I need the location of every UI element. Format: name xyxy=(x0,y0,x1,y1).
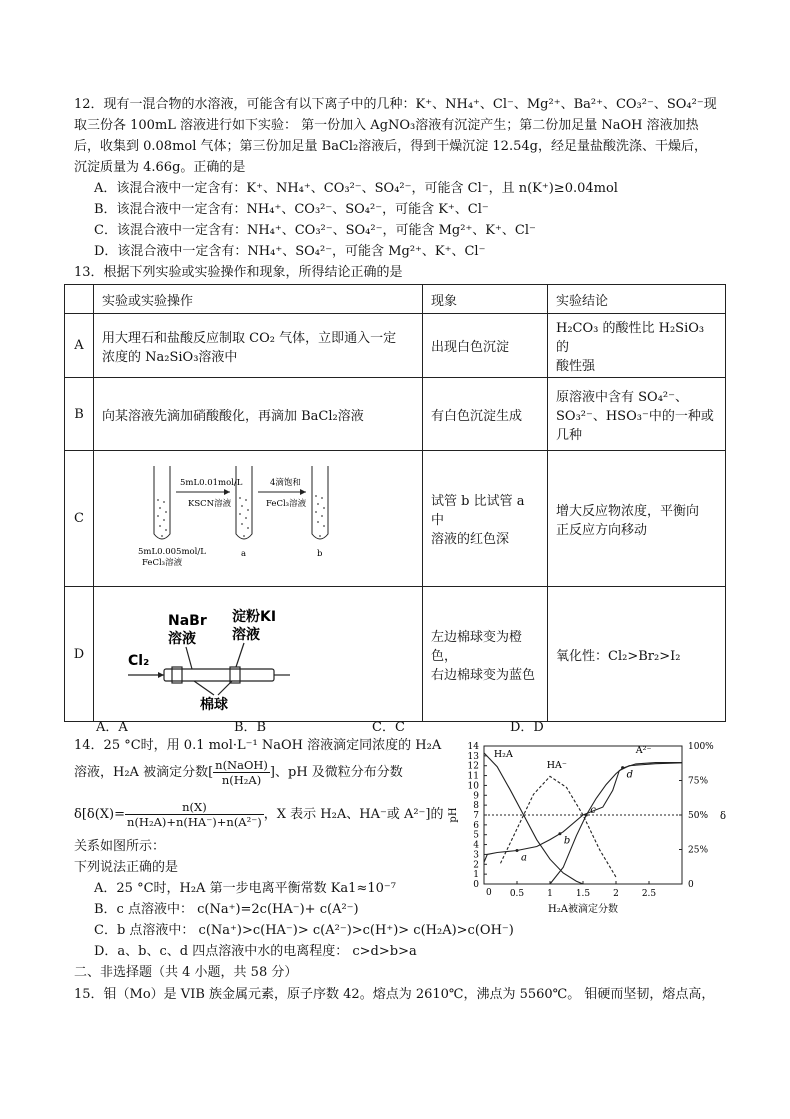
section-heading: 二、非选择题（共 4 小题，共 58 分） xyxy=(74,965,298,980)
phenomenon-cell: 出现白色沉淀 xyxy=(423,314,548,378)
tube-b-label: b xyxy=(317,548,323,559)
q12-option-d: D．该混合液中一定含有：NH₄⁺、SO₄²⁻，可能含 Mg²⁺、K⁺、Cl⁻ xyxy=(94,244,486,259)
q14-option-b: B．c 点溶液中： c(Na⁺)=2c(HA⁻)+ c(A²⁻) xyxy=(94,902,359,917)
x-tick-label: 0 xyxy=(486,888,492,898)
experiment-table xyxy=(64,284,726,722)
point-c xyxy=(585,814,588,817)
q15-line1: 15．钼（Mo）是 VIB 族金属元素，原子序数 42。熔点为 2610℃，沸点为 5560℃。 钼硬而坚韧，熔点高， xyxy=(74,987,715,1002)
conclusion-text: 酸性强 xyxy=(556,359,596,374)
y-left-tick-label: 5 xyxy=(473,830,479,841)
fraction-denominator: n(H₂A)+n(HA⁻)+n(A²⁻) xyxy=(127,815,262,829)
y-left-axis-label: pH xyxy=(448,807,459,823)
y-right-tick-label: 100% xyxy=(688,742,714,752)
operation-cell xyxy=(94,451,423,587)
y-left-tick-label: 14 xyxy=(467,742,479,752)
q14-text: ，X 表示 H₂A、HA⁻或 A²⁻]的 xyxy=(263,807,444,822)
tube-a-label: a xyxy=(241,548,247,559)
y-left-tick-label: 4 xyxy=(473,840,479,851)
conclusion-text: SO₃²⁻、HSO₃⁻中的一种或 xyxy=(556,408,714,424)
x-tick-label: 1.5 xyxy=(575,889,591,899)
operation-cell: 向某溶液先滴加硝酸酸化，再滴加 BaCl₂溶液 xyxy=(94,378,423,451)
ki-label-line1: 淀粉KI xyxy=(232,609,277,625)
row-label: D xyxy=(65,587,94,722)
y-left-tick-label: 7 xyxy=(473,811,479,821)
tube1-label-line1: 5mL0.005mol/L xyxy=(138,546,206,557)
row-label: A xyxy=(65,314,94,378)
y-left-tick-label: 8 xyxy=(473,801,479,812)
test-tube-1 xyxy=(154,466,170,539)
conclusion-text: 增大反应物浓度，平衡向 xyxy=(556,503,700,519)
q14-line2 xyxy=(74,758,403,787)
y-left-tick-label: 9 xyxy=(473,791,479,802)
x-tick-label: 1 xyxy=(547,889,553,899)
phenomenon-text: 溶液的红色深 xyxy=(431,532,510,547)
q14-option-a: A．25 °C时，H₂A 第一步电离平衡常数 Ka1≈10⁻⁷ xyxy=(94,881,396,896)
y-left-tick-label: 1 xyxy=(473,870,479,881)
phenomenon-cell xyxy=(423,451,548,587)
q14-option-d: D．a、b、c、d 四点溶液中水的电离程度： c>d>b>a xyxy=(94,944,417,959)
q13-stem: 13．根据下列实验或实验操作和现象，所得结论正确的是 xyxy=(74,265,403,280)
x-tick-label: 2 xyxy=(613,889,619,899)
y-left-tick-label: 12 xyxy=(467,761,479,772)
phenomenon-text: 试管 b 比试管 a 中 xyxy=(431,494,525,528)
series-line-HA⁻ xyxy=(501,776,617,877)
arrow2-top-label: 4滴饱和 xyxy=(270,477,301,488)
fraction-delta xyxy=(125,800,264,829)
conclusion-text: 正反应方向移动 xyxy=(556,522,648,538)
q14-line3 xyxy=(74,800,444,829)
table-row-d xyxy=(65,587,726,722)
point-label: b xyxy=(563,835,571,847)
arrow1-bottom-label: KSCN溶液 xyxy=(188,498,232,509)
table-row-b xyxy=(65,378,726,451)
y-right-tick-label: 25% xyxy=(688,845,709,856)
y-left-tick-label: 6 xyxy=(473,820,479,831)
x-axis-label: H₂A被滴定分数 xyxy=(548,904,618,915)
row-label: C xyxy=(65,451,94,587)
point-d xyxy=(621,766,624,769)
q13-option-a: A．A xyxy=(96,720,128,735)
series-label: A²⁻ xyxy=(635,744,652,756)
phenomenon-cell xyxy=(423,587,548,722)
q12-line1: 12．现有一混合物的水溶液，可能含有以下离子中的几种：K⁺、NH₄⁺、Cl⁻、Mg²⁺、Ba²⁺、CO₃²⁻、SO₄²⁻现 xyxy=(74,97,717,112)
y-left-tick-label: 11 xyxy=(467,771,479,782)
phenomenon-text: 左边棉球变为橙色， xyxy=(431,629,523,664)
row-label: B xyxy=(65,378,94,451)
q13-options xyxy=(96,716,648,735)
table-row-a xyxy=(65,314,726,378)
header-cell-phenomenon: 现象 xyxy=(423,285,548,314)
q14-option-c: C．b 点溶液中： c(Na⁺)>c(HA⁻)> c(A²⁻)>c(H⁺)> c(H₂A)>c(OH⁻) xyxy=(94,923,514,938)
header-cell-operation: 实验或实验操作 xyxy=(94,285,423,314)
conclusion-text: 几种 xyxy=(556,427,583,443)
table-header-row xyxy=(65,285,726,314)
point-label: a xyxy=(521,852,527,864)
y-left-tick-label: 0 xyxy=(473,880,479,890)
point-a xyxy=(516,849,519,852)
nabr-label-line1: NaBr xyxy=(168,613,207,629)
q13-option-b: B．B xyxy=(234,720,267,735)
conclusion-cell xyxy=(548,451,726,587)
arrow1-top-label: 5mL0.01mol/L xyxy=(180,477,243,488)
q14-line1: 14．25 °C时，用 0.1 mol·L⁻¹ NaOH 溶液滴定同浓度的 H₂A xyxy=(74,738,442,753)
q12-line2: 取三份各 100mL 溶液进行如下实验： 第一份加入 AgNO₃溶液有沉淀产生；第二份加足量 NaOH 溶液加热 xyxy=(74,118,699,133)
conclusion-text: 原溶液中含有 SO₄²⁻、 xyxy=(556,389,688,405)
halogen-tube-diagram xyxy=(94,587,406,717)
y-left-tick-label: 13 xyxy=(467,751,479,762)
ph-curve xyxy=(484,763,682,863)
point-label: c xyxy=(590,805,596,816)
test-tube-b xyxy=(312,466,328,539)
series-label: HA⁻ xyxy=(546,760,567,772)
q14-line4: 关系如图所示： xyxy=(74,839,166,854)
conclusion-cell xyxy=(548,378,726,451)
phenomenon-text: 右边棉球变为蓝色 xyxy=(431,667,536,683)
point-b xyxy=(558,832,561,835)
test-tube-a xyxy=(236,466,252,539)
fraction-numerator: n(X) xyxy=(125,800,264,815)
nabr-label-line2: 溶液 xyxy=(168,631,196,647)
phenomenon-cell: 有白色沉淀生成 xyxy=(423,378,548,451)
operation-text: 用大理石和盐酸反应制取 CO₂ 气体，立即通入一定 xyxy=(102,330,397,346)
series-line-H₂A xyxy=(484,753,583,884)
conclusion-cell: 氧化性：Cl₂>Br₂>I₂ xyxy=(548,587,726,722)
conclusion-cell xyxy=(548,314,726,378)
q13-option-c: C．C xyxy=(372,720,405,735)
tube1-label-line2: FeCl₃溶液 xyxy=(142,557,183,568)
y-right-tick-label: 0 xyxy=(688,880,694,890)
header-cell-empty xyxy=(65,285,94,314)
operation-cell xyxy=(94,587,423,722)
fraction-denominator: n(H₂A) xyxy=(221,773,262,787)
test-tube-diagram xyxy=(94,452,406,582)
operation-text: 浓度的 Na₂SiO₃溶液中 xyxy=(102,349,238,365)
point-label: d xyxy=(626,769,634,781)
glass-tube xyxy=(164,669,274,681)
arrow2-bottom-label: FeCl₃溶液 xyxy=(266,498,307,509)
q12-line3: 后，收集到 0.08mol 气体；第三份加足量 BaCl₂溶液后，得到干燥沉淀 12.54g，经足量盐酸洗涤、干燥后， xyxy=(74,139,707,154)
x-tick-label: 2.5 xyxy=(641,889,657,899)
q14-text: δ[δ(X)= xyxy=(74,807,126,822)
x-tick-label: 0.5 xyxy=(509,889,525,899)
cl2-label: Cl₂ xyxy=(128,653,150,669)
q12-option-a: A．该混合液中一定含有：K⁺、NH₄⁺、CO₃²⁻、SO₄²⁻，可能含 Cl⁻，且 n(K⁺)≥0.04mol xyxy=(94,181,618,196)
y-left-tick-label: 3 xyxy=(473,850,479,861)
y-left-tick-label: 2 xyxy=(473,860,479,871)
header-cell-conclusion: 实验结论 xyxy=(548,285,726,314)
table-row-c xyxy=(65,451,726,587)
q14-line5: 下列说法正确的是 xyxy=(74,860,179,875)
ki-label-line2: 溶液 xyxy=(232,627,260,643)
conclusion-text: H₂CO₃ 的酸性比 H₂SiO₃ 的 xyxy=(556,321,705,355)
operation-cell xyxy=(94,314,423,378)
q14-text: ]、pH 及微粒分布分数 xyxy=(269,765,403,780)
series-label: H₂A xyxy=(493,749,513,761)
y-right-axis-label: δ xyxy=(720,811,727,822)
q13-option-d: D．D xyxy=(510,720,544,735)
fraction-numerator: n(NaOH) xyxy=(215,758,268,772)
y-left-tick-label: 10 xyxy=(467,781,479,792)
q14-text: 溶液，H₂A 被滴定分数[ xyxy=(74,765,214,780)
cotton-label: 棉球 xyxy=(200,697,228,713)
titration-chart xyxy=(440,734,730,918)
q12-line4: 沉淀质量为 4.66g。正确的是 xyxy=(74,160,246,175)
fraction-titration xyxy=(213,758,270,787)
y-right-tick-label: 75% xyxy=(688,776,709,787)
y-right-tick-label: 50% xyxy=(688,811,709,821)
q12-option-b: B．该混合液中一定含有：NH₄⁺、CO₃²⁻、SO₄²⁻，可能含 K⁺、Cl⁻ xyxy=(94,202,489,217)
q12-option-c: C．该混合液中一定含有：NH₄⁺、CO₃²⁻、SO₄²⁻，可能含 Mg²⁺、K⁺、Cl⁻ xyxy=(94,223,536,238)
